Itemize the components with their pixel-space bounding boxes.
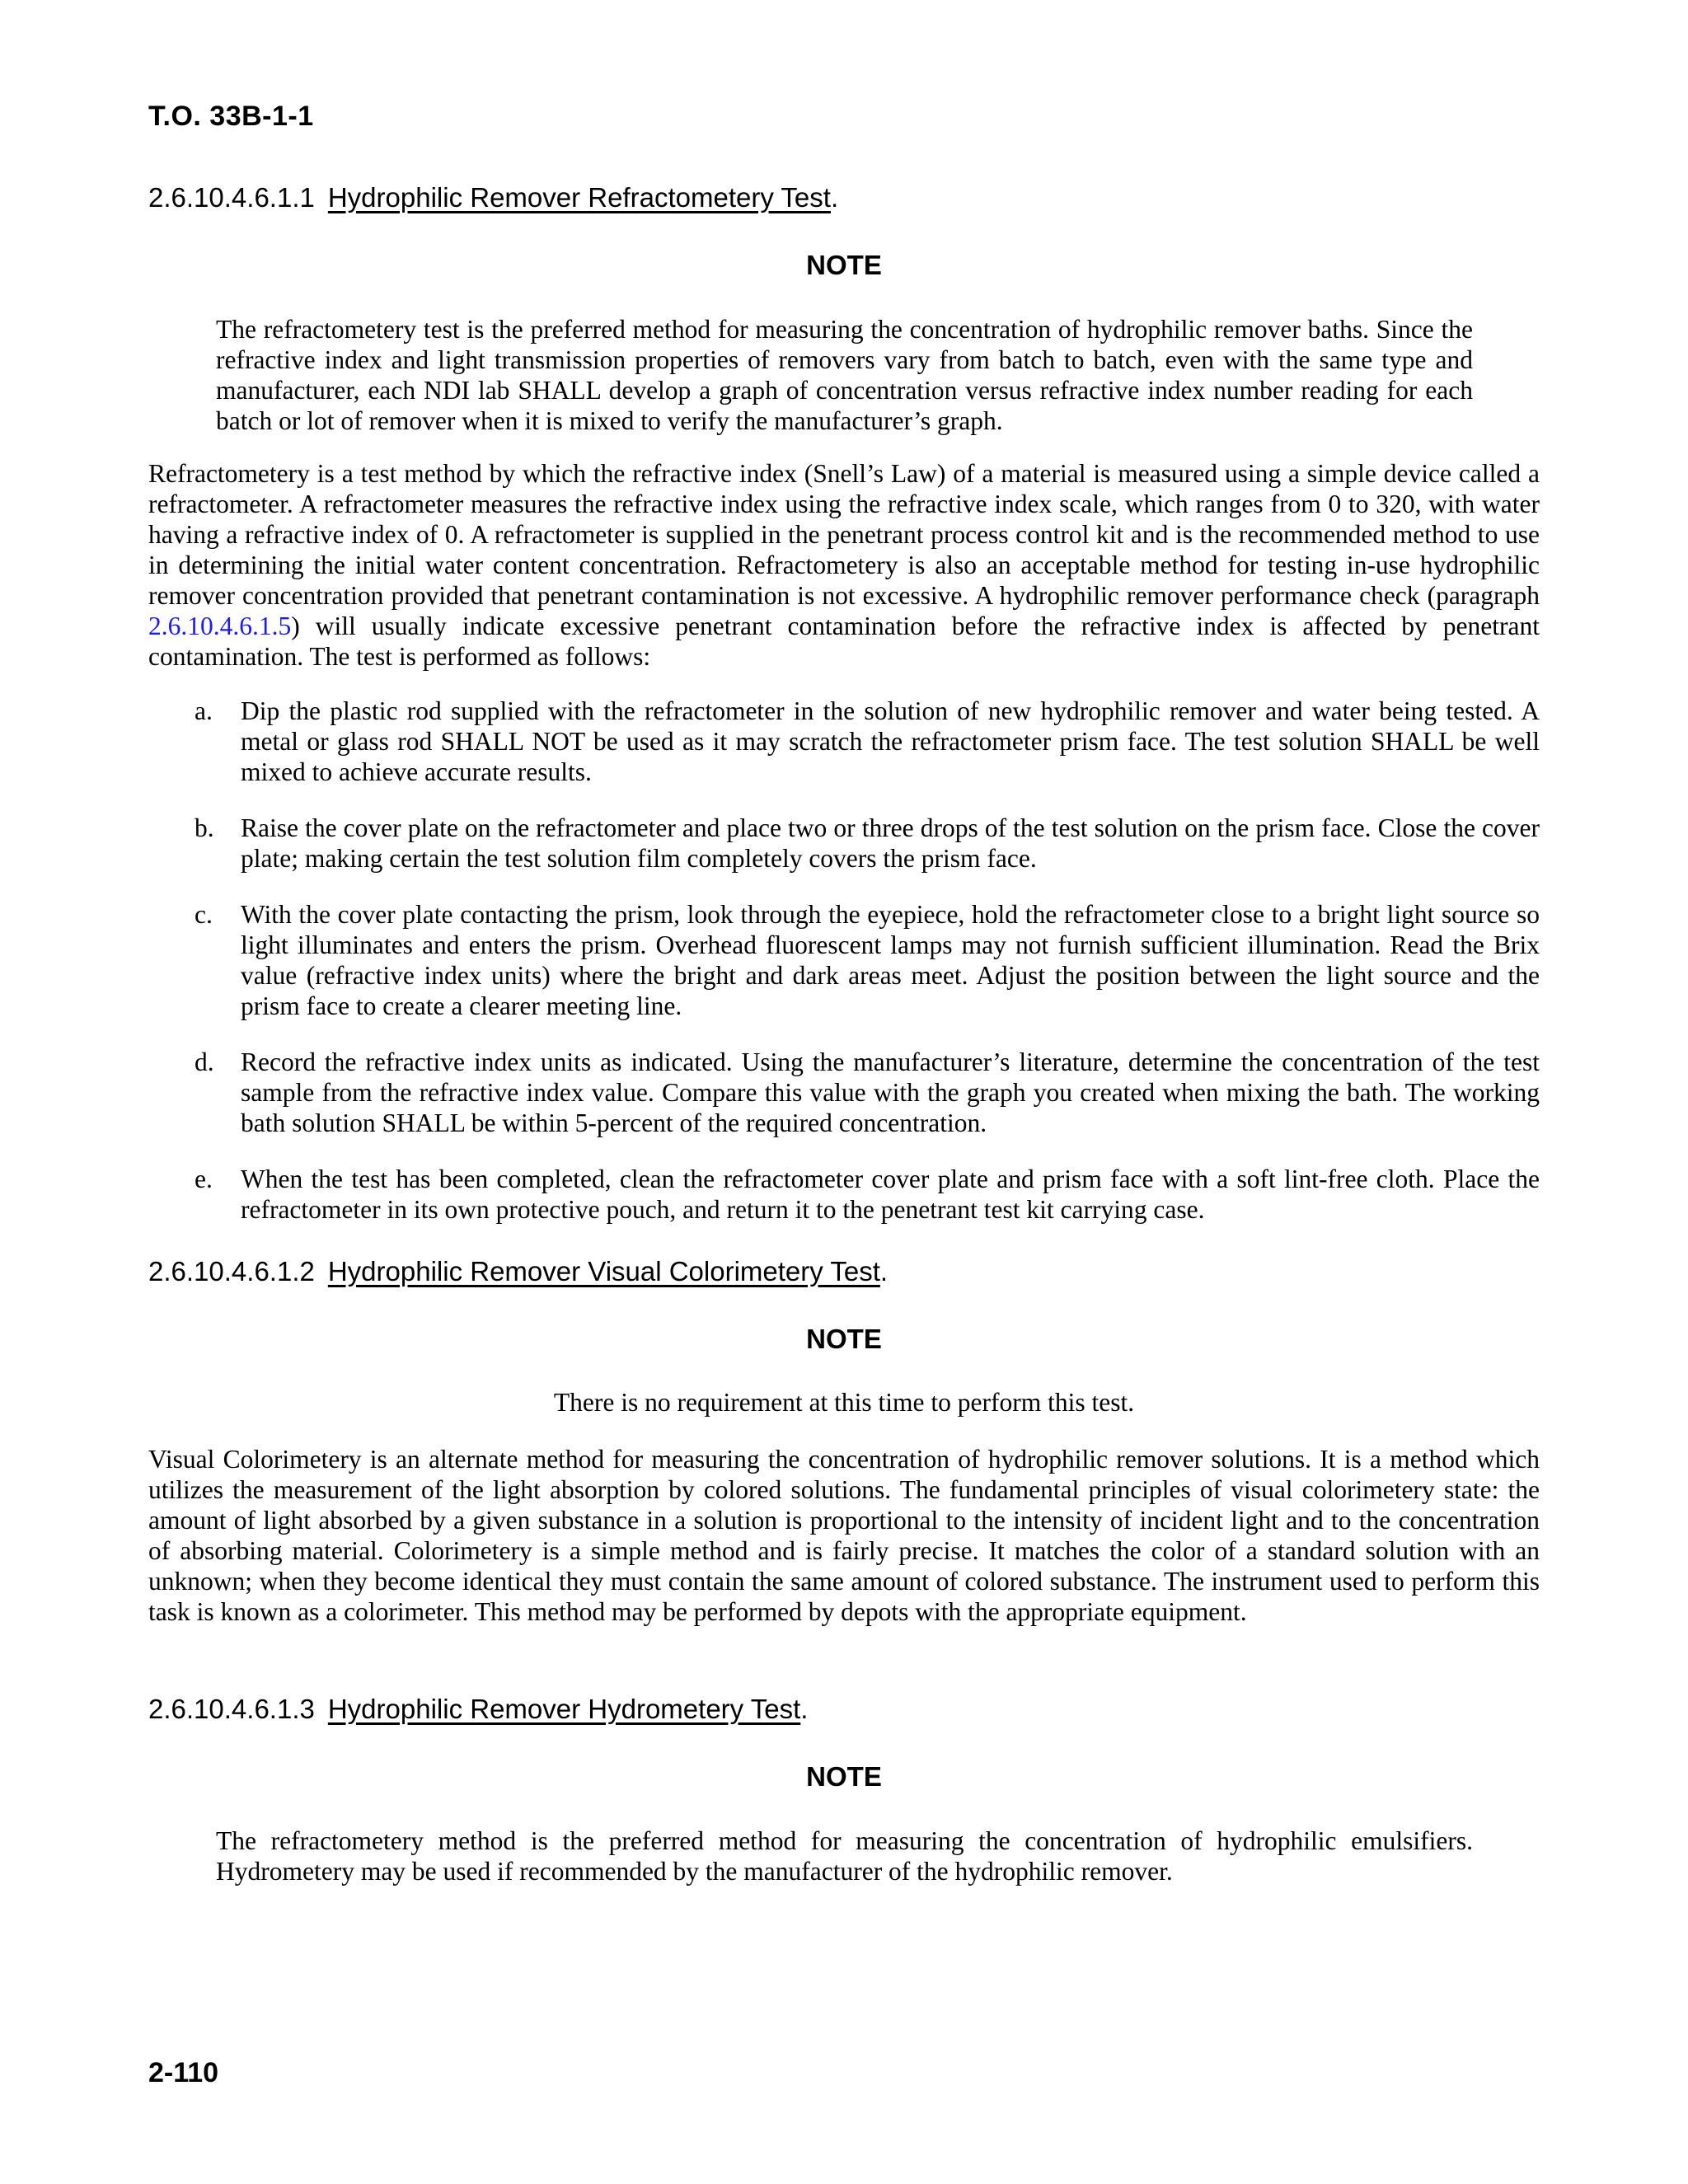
list-item xyxy=(148,813,1540,874)
step-marker: a. xyxy=(195,696,213,725)
step-marker: e. xyxy=(195,1165,213,1193)
step-text: Raise the cover plate on the refractometer and place two or three drops of the test solution on the prism face. Close the cover plate; making certain the test solution film completely covers the prism face. xyxy=(241,813,1540,873)
note-label: NOTE xyxy=(806,1324,882,1354)
list-item xyxy=(148,899,1540,1021)
note-label: NOTE xyxy=(806,1761,882,1792)
step-marker: d. xyxy=(195,1047,214,1076)
section-heading-hydrometery: 2.6.10.4.6.1.3 Hydrophilic Remover Hydrometery Test. xyxy=(148,1694,809,1724)
section-heading-refractometery: 2.6.10.4.6.1.1 Hydrophilic Remover Refractometery Test. xyxy=(148,182,839,213)
page-number: 2-110 xyxy=(148,2057,219,2088)
paragraph-link[interactable]: 2.6.10.4.6.1.5 xyxy=(148,612,292,640)
list-item xyxy=(148,1047,1540,1138)
section-number: 2.6.10.4.6.1.2 xyxy=(148,1256,315,1286)
body-paragraph: Visual Colorimetery is an alternate method for measuring the concentration of hydrophilic remover solutions. It is a method which utilizes the measurement of the light absorption by colored solutions. The fundamental principles of visual colorimetery state: the amount of light absorbed by a given substance in a solution is proportional to the intensity of incident light and to the concentration of absorbing material. Colorimetery is a simple method and is fairly precise. It matches the color of a standard solution with an unknown; when they become identical they must contain the same amount of colored substance. The instrument used to perform this task is known as a colorimeter. This method may be performed by depots with the appropriate equipment. xyxy=(148,1445,1540,1626)
body-text: ) will usually indicate excessive penetrant contamination before the refractive index is affected by penetrant contamination. The test is performed as follows: xyxy=(148,612,1540,671)
step-text: When the test has been completed, clean the refractometer cover plate and prism face with a soft lint-free cloth. Place the refractometer in its own protective pouch, and return it to the penetrant test kit carrying case. xyxy=(241,1165,1540,1224)
section-heading-colorimetery: 2.6.10.4.6.1.2 Hydrophilic Remover Visual Colorimetery Test. xyxy=(148,1256,889,1286)
procedure-steps xyxy=(148,696,1540,1250)
step-text: Dip the plastic rod supplied with the refractometer in the solution of new hydrophilic remover and water being tested. A metal or glass rod SHALL NOT be used as it may scratch the refractometer prism face. The test solution SHALL be well mixed to achieve accurate results. xyxy=(241,696,1540,786)
body-paragraph xyxy=(148,458,1540,672)
body-text: Refractometery is a test method by which the refractive index (Snell’s Law) of a material is measured using a simple device called a refractometer. A refractometer measures the refractive index using the refractive index scale, which ranges from 0 to 320, with water having a refractive index of 0. A refractometer is supplied in the penetrant process control kit and is the recommended method to use in determining the initial water content concentration. Refractometery is also an acceptable method for testing in-use hydrophilic remover concentration provided that penetrant contamination is not excessive. A hydrophilic remover performance check (paragraph xyxy=(148,459,1540,610)
step-text: With the cover plate contacting the prism, look through the eyepiece, hold the refractometer close to a bright light source so light illuminates and enters the prism. Overhead fluorescent lamps may not furnish sufficient illumination. Read the Brix value (refractive index units) where the bright and dark areas meet. Adjust the position between the light source and the prism face to create a clearer meeting line. xyxy=(241,900,1540,1020)
section-number: 2.6.10.4.6.1.1 xyxy=(148,182,315,213)
list-item xyxy=(148,1164,1540,1225)
step-marker: c. xyxy=(195,900,213,929)
section-title: Hydrophilic Remover Visual Colorimetery Test xyxy=(327,1256,880,1286)
list-item xyxy=(148,696,1540,787)
section-title: Hydrophilic Remover Hydrometery Test xyxy=(327,1694,801,1724)
section-title: Hydrophilic Remover Refractometery Test xyxy=(327,182,831,213)
note-text: The refractometery test is the preferred method for measuring the concentration of hydrophilic remover baths. Since the refractive index and light transmission properties of removers vary from batch to batch, even with the same type and manufacturer, each NDI lab SHALL develop a graph of concentration versus refractive index number reading for each batch or lot of remover when it is mixed to verify the manufacturer’s graph. xyxy=(216,315,1473,435)
document-id: T.O. 33B-1-1 xyxy=(148,101,314,132)
note-text: There is no requirement at this time to perform this test. xyxy=(553,1388,1135,1417)
step-marker: b. xyxy=(195,813,214,842)
section-number: 2.6.10.4.6.1.3 xyxy=(148,1694,315,1724)
note-label: NOTE xyxy=(806,250,882,280)
note-text: The refractometery method is the preferred method for measuring the concentration of hydrophilic emulsifiers. Hydrometery may be used if recommended by the manufacturer of the hydrophilic remover. xyxy=(216,1826,1473,1886)
step-text: Record the refractive index units as indicated. Using the manufacturer’s literature, determine the concentration of the test sample from the refractive index value. Compare this value with the graph you created when mixing the bath. The working bath solution SHALL be within 5-percent of the required concentration. xyxy=(241,1047,1540,1137)
